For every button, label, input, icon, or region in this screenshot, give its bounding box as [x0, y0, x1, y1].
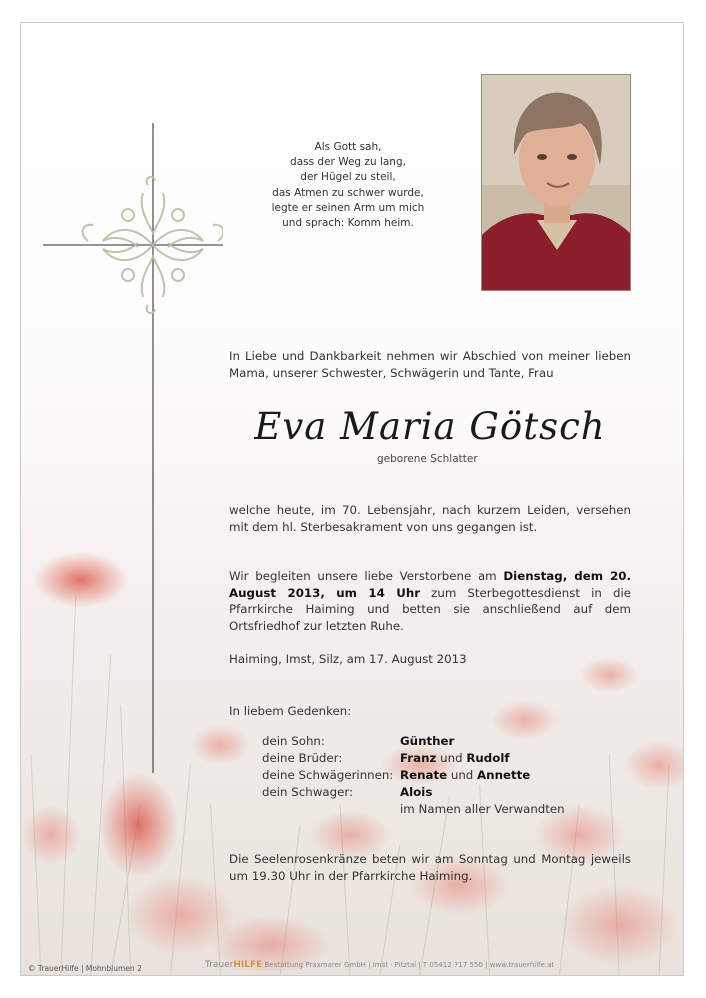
- place-date: Haiming, Imst, Silz, am 17. August 2013: [229, 652, 467, 666]
- relatives-note: im Namen aller Verwandten: [400, 802, 565, 816]
- memory-heading: In liebem Gedenken:: [229, 704, 352, 718]
- copyright-text: © TrauerHilfe | Mohnblumen 2: [28, 964, 142, 973]
- poem: [248, 140, 448, 231]
- footer-imprint: [205, 960, 554, 970]
- logo-part: HILFE: [233, 960, 263, 970]
- mourner-name: Annette: [477, 768, 531, 782]
- funeral-text-part: zum Sterbegottesdienst in die Pfarrkirche Haiming und betten sie anschließend auf dem Ortsfriedhof zur letzten Ruhe.: [229, 585, 631, 633]
- name-connector: und: [447, 768, 478, 782]
- mourner-name: Rudolf: [466, 751, 510, 765]
- mourner-name: Günther: [400, 734, 455, 748]
- funeral-date: Dienstag, dem 20. August 2013, um 14 Uhr: [229, 569, 631, 600]
- portrait-photo: [481, 74, 631, 291]
- mourner-relation: deine Brüder:: [262, 751, 343, 765]
- mourner-name: Renate: [400, 768, 448, 782]
- mourner-name: Franz: [400, 751, 437, 765]
- cross-ornament: [43, 123, 223, 803]
- mourner-name: Alois: [400, 785, 433, 799]
- poem-line: dass der Weg zu lang,: [290, 156, 406, 169]
- mourner-relation: dein Schwager:: [262, 785, 353, 799]
- mourner-relation: deine Schwägerinnen:: [262, 768, 394, 782]
- intro-text: In Liebe und Dankbarkeit nehmen wir Abschied von meiner lieben Mama, unserer Schwester, Schwägerin und Tante, Frau: [229, 349, 631, 380]
- deceased-name: Eva Maria Götsch: [254, 405, 606, 448]
- mourner-relation: dein Sohn:: [262, 734, 325, 748]
- life-text: welche heute, im 70. Lebensjahr, nach kurzem Leiden, versehen mit dem hl. Sterbesakrament von uns gegangen ist.: [229, 503, 631, 534]
- name-connector: und: [436, 751, 467, 765]
- mourner-names: [400, 768, 530, 782]
- mourner-names: [400, 785, 432, 799]
- logo-part: Trauer: [205, 960, 234, 970]
- trauerhilfe-logo: [205, 960, 262, 970]
- funeral-text: [229, 568, 631, 634]
- footer-info: Bestattung Praxmarer GmbH | Imst · Pitztal | T 05412 717 550 | www.trauerhilfe.at: [264, 961, 555, 969]
- poem-line: und sprach: Komm heim.: [282, 217, 414, 230]
- poem-line: Als Gott sah,: [314, 141, 382, 153]
- maiden-name: geborene Schlatter: [377, 453, 478, 465]
- rosary-text: Die Seelenrosenkränze beten wir am Sonntag und Montag jeweils um 19.30 Uhr in der Pfarrkirche Haiming.: [229, 852, 631, 883]
- poem-line: legte er seinen Arm um mich: [271, 201, 425, 214]
- poem-line: der Hügel zu steil,: [300, 171, 396, 184]
- funeral-text-part: Wir begleiten unsere liebe Verstorbene am: [229, 569, 504, 583]
- poem-line: das Atmen zu schwer wurde,: [272, 186, 424, 199]
- mourner-names: [400, 734, 454, 748]
- mourner-names: [400, 751, 510, 765]
